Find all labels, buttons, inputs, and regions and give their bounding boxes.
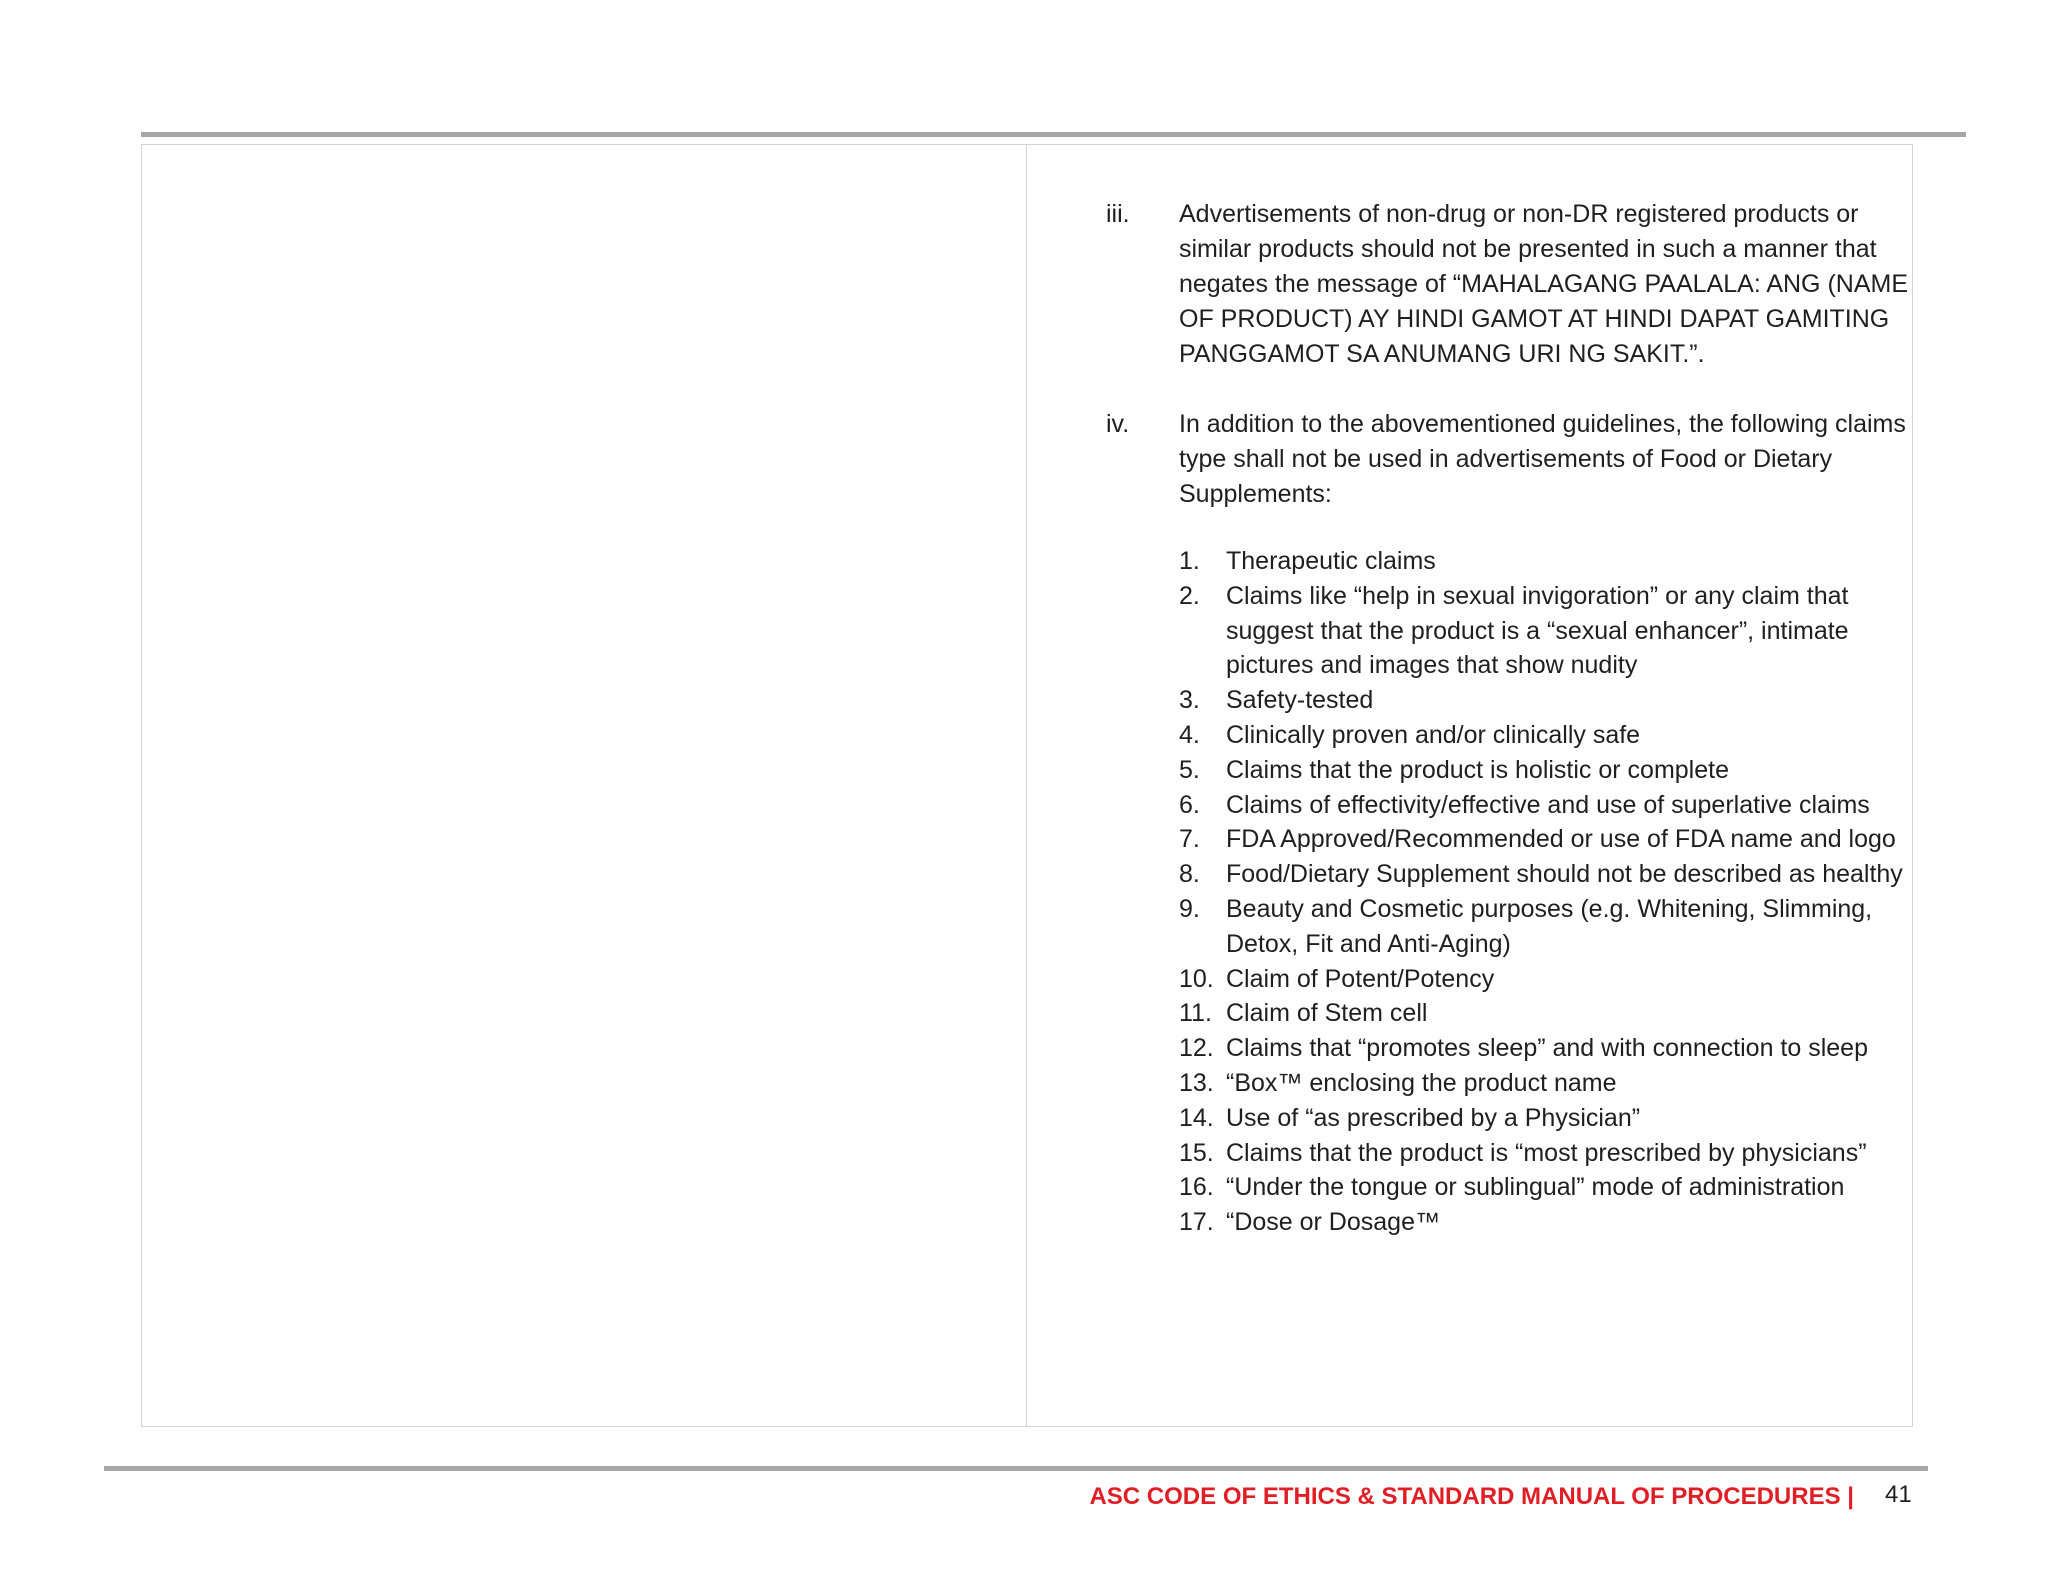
list-item <box>1179 822 1909 857</box>
content-table <box>141 144 1913 1427</box>
guideline-marker: iii. <box>1106 200 1130 228</box>
list-item <box>1179 544 1909 579</box>
list-item <box>1179 1101 1909 1136</box>
list-item <box>1179 962 1909 997</box>
list-item-number: 13. <box>1179 1068 1214 1097</box>
prohibited-claims-list <box>1179 544 1909 1240</box>
list-item-number: 3. <box>1179 686 1200 715</box>
list-item-text: “Dose or Dosage™ <box>1226 1208 1440 1237</box>
list-item <box>1179 996 1909 1031</box>
list-item-number: 4. <box>1179 720 1200 749</box>
footer-rule <box>104 1466 1928 1471</box>
list-item-text: Claims that the product is holistic or complete <box>1226 755 1729 784</box>
list-item <box>1179 753 1909 788</box>
list-item-number: 1. <box>1179 547 1200 575</box>
list-item-number: 10. <box>1179 964 1214 993</box>
list-item-number: 5. <box>1179 755 1200 784</box>
list-item-number: 2. <box>1179 581 1200 610</box>
list-item <box>1179 579 1909 683</box>
list-item-text: Claims of effectivity/effective and use of superlative claims <box>1226 790 1870 819</box>
list-item-text: Clinically proven and/or clinically safe <box>1226 720 1641 749</box>
list-item <box>1179 857 1909 892</box>
footer-title: ASC CODE OF ETHICS & STANDARD MANUAL OF PROCEDURES | <box>1089 1483 1854 1510</box>
list-item <box>1179 718 1909 753</box>
list-item <box>1179 1205 1909 1240</box>
list-item <box>1179 683 1909 718</box>
list-item-text: Claims that “promotes sleep” and with connection to sleep <box>1226 1034 1868 1063</box>
list-item-number: 6. <box>1179 790 1200 819</box>
list-item-text: Claims like “help in sexual invigoration” or any claim that suggest that the product is a “sexual enhancer”, intimate pictures and images that show nudity <box>1226 581 1849 680</box>
guideline-text: In addition to the abovementioned guidelines, the following claims type shall not be used in advertisements of Food or Dietary Supplements: <box>1179 410 1906 508</box>
list-item <box>1179 1136 1909 1171</box>
right-column <box>1027 145 1912 1426</box>
list-item-text: “Box™ enclosing the product name <box>1226 1068 1617 1097</box>
list-item-number: 11. <box>1179 999 1212 1028</box>
list-item <box>1179 788 1909 823</box>
list-item-number: 17. <box>1179 1208 1214 1237</box>
list-item-text: Beauty and Cosmetic purposes (e.g. Whitening, Slimming, Detox, Fit and Anti-Aging) <box>1226 894 1873 958</box>
list-item-text: Claims that the product is “most prescribed by physicians” <box>1226 1138 1867 1167</box>
list-item <box>1179 892 1909 962</box>
list-item-text: Safety-tested <box>1226 686 1374 715</box>
list-item <box>1179 1066 1909 1101</box>
guideline-marker: iv. <box>1106 410 1130 438</box>
list-item-number: 15. <box>1179 1138 1214 1167</box>
list-item <box>1179 1031 1909 1066</box>
list-item-number: 7. <box>1179 825 1200 854</box>
list-item-number: 9. <box>1179 894 1200 923</box>
list-item-text: Claim of Potent/Potency <box>1226 964 1495 993</box>
guideline-text: Advertisements of non-drug or non-DR registered products or similar products should not be presented in such a manner that negates the message of “MAHALAGANG PAALALA: ANG (NAME OF PRODUCT) AY HINDI GAMOT AT HINDI DAPAT GAMITING PANGGAMOT SA ANUMANG URI NG SAKIT.”. <box>1179 200 1909 368</box>
list-item-text: Therapeutic claims <box>1226 547 1436 575</box>
header-rule <box>141 132 1966 137</box>
list-item <box>1179 1170 1909 1205</box>
list-item-number: 8. <box>1179 860 1200 889</box>
list-item-text: Use of “as prescribed by a Physician” <box>1226 1103 1641 1132</box>
list-item-text: “Under the tongue or sublingual” mode of administration <box>1226 1173 1845 1202</box>
list-item-number: 16. <box>1179 1173 1214 1202</box>
list-item-text: Claim of Stem cell <box>1226 999 1428 1028</box>
list-item-text: Food/Dietary Supplement should not be described as healthy <box>1226 860 1903 889</box>
list-item-text: FDA Approved/Recommended or use of FDA name and logo <box>1226 825 1896 854</box>
list-item-number: 14. <box>1179 1103 1214 1132</box>
page-number: 41 <box>1885 1481 1912 1508</box>
list-item-number: 12. <box>1179 1034 1214 1063</box>
left-column-empty <box>142 145 1027 1426</box>
